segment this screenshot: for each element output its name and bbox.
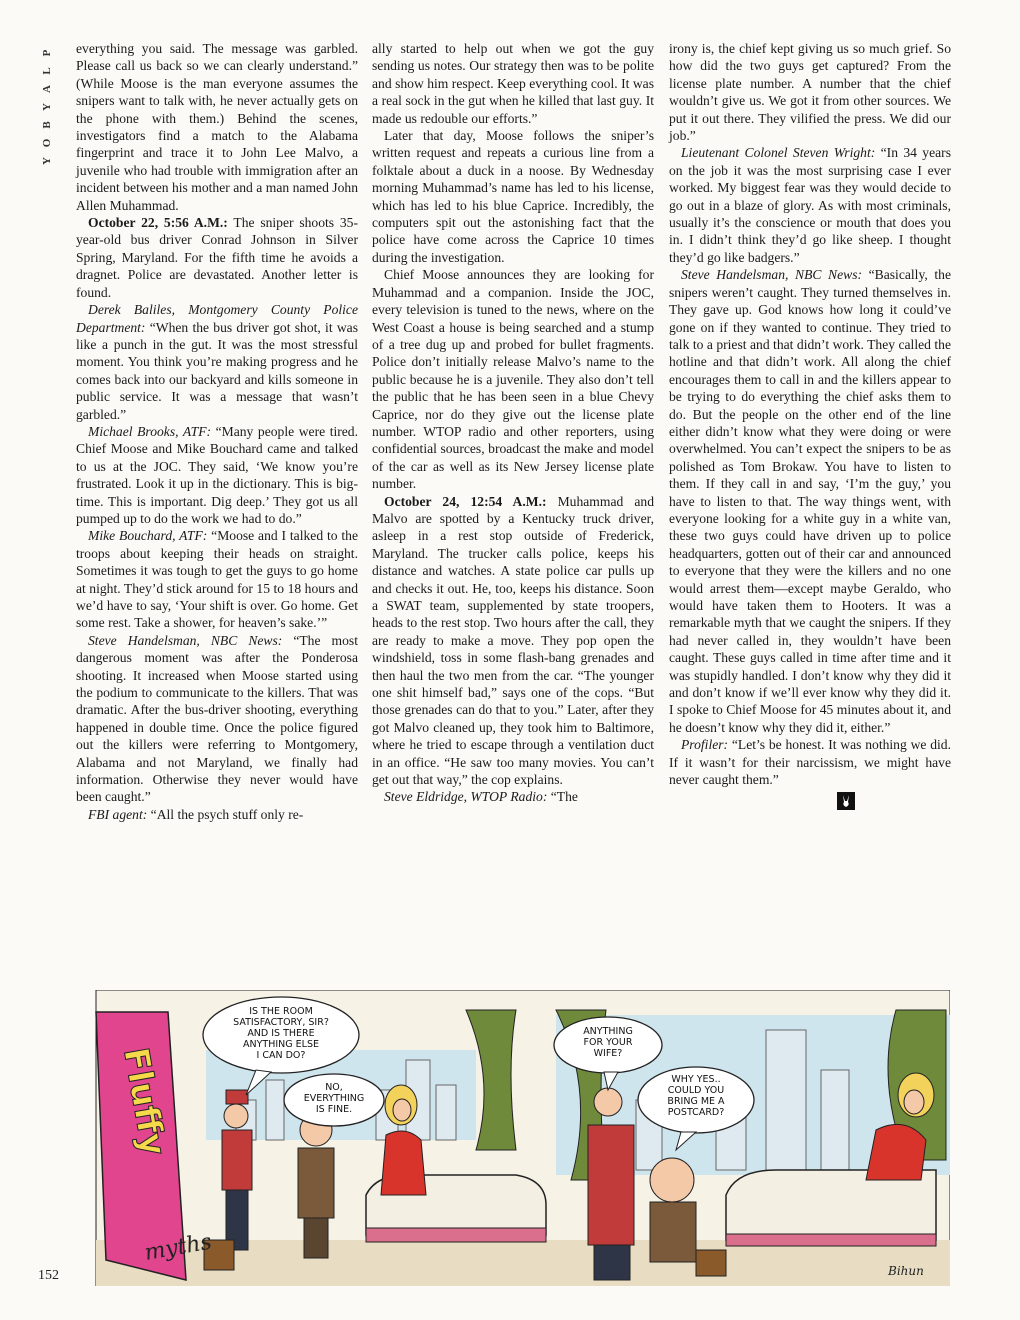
bubble-line: SATISFACTORY, SIR? — [233, 1017, 329, 1028]
page-number: 152 — [38, 1268, 59, 1283]
speaker-attribution: Steve Eldridge, WTOP Radio: — [384, 789, 548, 805]
paragraph-text: “Many people were tired. Chief Moose and Mike Bouchard came and talked to us at the JOC. They said, ‘We know you’re frustrated. Look it up in the dictionary. This is big-time. This is important. Dig deep.’ They got us all pumped up to do the work we had to do.” — [76, 423, 359, 526]
article-paragraph — [76, 214, 358, 301]
cartoon-signature: Bihun — [888, 1264, 924, 1278]
cartoon-panel — [76, 990, 950, 1286]
article-paragraph — [372, 788, 654, 805]
speech-bubble-2 — [284, 1074, 384, 1126]
vertical-logo: P L A Y B O Y — [41, 49, 53, 165]
speaker-attribution: Michael Brooks, ATF: — [88, 423, 212, 439]
speaker-attribution: Profiler: — [681, 737, 729, 753]
bubble-line: WHY YES.. — [671, 1074, 721, 1085]
paragraph-text: ally started to help out when we got the guy sending us notes. Our strategy then was to be polite and show him respect. Keep everything cool. It was a real sock in the gut when he killed that last guy. It made us redouble our efforts.” — [372, 41, 654, 126]
paragraph-text: “When the bus driver got shot, it was like a punch in the gut. It was the most stressful moment. You think you’re making progress and he comes back into our backyard and kills someone in public service. It was a message that wasn’t garbled.” — [76, 319, 358, 422]
speaker-attribution: Mike Bouchard, ATF: — [88, 528, 208, 544]
speaker-attribution: Steve Handelsman, NBC News: — [88, 632, 283, 648]
speaker-attribution: FBI agent: — [88, 806, 148, 822]
paragraph-text: “All the psych stuff only re- — [147, 806, 304, 822]
bubble-line: I CAN DO? — [256, 1050, 306, 1061]
svg-text:WHY YES..COULD YOUBRING ME APO — [667, 1074, 725, 1118]
cartoon-title-sub: myths — [142, 1229, 214, 1266]
paragraph-text: The sniper shoots 35-year-old bus driver Conrad Johnson in Silver Spring, Maryland. For the fifth time he avoids a dragnet. Police are devastated. Another letter is found. — [76, 215, 359, 300]
bubble-line: EVERYTHING — [303, 1093, 365, 1104]
article-paragraph — [76, 423, 358, 527]
article-paragraph — [372, 266, 654, 492]
paragraph-text: “In 34 years on the job it was the most surprising case I ever worked. My biggest fear was they would decide to go out in a blaze of glory. As with most criminals, usually it’s the conscience or mouth that does you in. I didn’t think they’d go like sheep. I thought they’d go like badgers.” — [669, 145, 951, 265]
article-paragraph — [76, 527, 358, 631]
end-mark-icon — [837, 792, 855, 810]
paragraph-text: Later that day, Moose follows the sniper’s written request and repeats a curious line from a folktale about a duck in a noose. By Wednesday morning Muhammad’s name has led to his license, which has led to his blue Caprice. Incredibly, the computers spit out the astonishing fact that the police have come across the Caprice 10 times during the investigation. — [372, 128, 654, 265]
bubble-line: AND IS THERE — [247, 1028, 315, 1039]
cartoon-title-main: Fluffy — [115, 1044, 174, 1159]
bubble-line: COULD YOU — [667, 1085, 725, 1096]
bubble-line: NO, — [325, 1082, 343, 1093]
article-column-2 — [372, 40, 654, 806]
paragraph-text: Chief Moose announces they are looking for Muhammad and a companion. Inside the JOC, every television is tuned to the news, where on the West Coast a house is being searched and a stump of a tree dug up and probed for bullet fragments. Police don’t initially release Malvo’s name to the public because he is a juvenile. They also don’t tell the public that he has been seen in a blue Chevy Caprice, nor do they give out the license plate number. WTOP radio and other reporters, using confidential sources, broadcast the make and model of the car as well as its New Jersey license plate number. — [372, 267, 654, 492]
paragraph-text: “The — [547, 789, 578, 805]
bubble-line: IS FINE. — [315, 1104, 353, 1115]
speaker-attribution: Lieutenant Colonel Steven Wright: — [681, 145, 876, 161]
bubble-line: WIFE? — [593, 1048, 623, 1059]
speaker-attribution: Derek Baliles, Montgomery County Police Department: — [76, 302, 358, 335]
speaker-attribution: Steve Handelsman, NBC News: — [681, 267, 863, 283]
bubble-line: FOR YOUR — [583, 1037, 633, 1048]
bubble-line: IS THE ROOM — [249, 1006, 313, 1017]
article-paragraph — [76, 40, 358, 214]
article-column-1 — [76, 40, 358, 823]
article-paragraph — [669, 266, 951, 736]
bubble-line: BRING ME A — [667, 1096, 725, 1107]
paragraph-text: irony is, the chief kept giving us so much grief. So how did the two guys get captured? From the license plate number. A number that the chief wouldn’t give us. We got it from other sources. We put it out there. They vilified the press. We did our job.” — [669, 41, 951, 144]
bubble-line: ANYTHING — [583, 1026, 633, 1037]
paragraph-text: Muhammad and Malvo are spotted by a Kentucky truck driver, asleep in a rest stop outside of Frederick, Maryland. The trucker calls police, keeps his distance and watches. A state police car pulls up and checks it out. He, too, keeps his distance. Soon a SWAT team, supplemented by state troopers, heads to the rest stop. Two hours after the call, they are ready to make a move. They pop open the windshield, toss in some flash-bang grenades and then haul the two men from the car. “The younger one shit himself bad,” says one of the cops. “But those grenades can do that to you.” Later, after they got Malvo cleaned up, they took him to Baltimore, where he tried to escape through a ventilation duct in an office. “He saw too many movies. You can’t get out that way,” the cop explains. — [372, 493, 654, 788]
article-paragraph — [76, 301, 358, 423]
article-paragraph — [669, 144, 951, 266]
bubble-line: POSTCARD? — [667, 1107, 725, 1118]
article-column-3 — [669, 40, 951, 810]
paragraph-text: “The most dangerous moment was after the Ponderosa shooting. It increased when Moose started using the podium to communicate to the killers. That was dramatic. After the bus-driver shooting, everything happened in double time. Once the police figured out the killers were referring to Montgomery, Alabama and not Maryland, we finally had information. Otherwise they never would have been caught.” — [76, 632, 358, 805]
article-paragraph — [372, 40, 654, 127]
paragraph-text: “Moose and I talked to the troops about keeping their heads on straight. Sometimes it was tough to get the guys to go home at night. They’d stick around for 15 to 18 hours and we’d have to say, ‘Your shift is over. Go home. Get some rest. Take a shower, for heaven’s sake.’” — [76, 528, 358, 631]
article-paragraph — [76, 806, 358, 823]
article-paragraph — [669, 736, 951, 788]
bubble-line: ANYTHING ELSE — [243, 1039, 319, 1050]
dateline: October 22, 5:56 A.M.: — [88, 215, 228, 231]
paragraph-text: “Basically, the snipers weren’t caught. They turned themselves in. They gave up. God knows how long it could’ve gone on if they wanted to continue. They tried to talk to a priest and that didn’t work. They called the hotline and that didn’t work. All along the chief encourages them to call in and the killers appear to be trying to do everything the chief asks them to do. But the people on the other end of the line either didn’t know what they were doing or were overwhelmed. You can’t expect the snipers to be as polished as Tom Brokaw. You have to listen to them. If they call in and say, ‘I’m the guy,’ you have to listen to that. The way things went, with everyone looking for a white guy in a white van, these two guys could have driven up to police headquarters, gotten out of their car and announced to everyone that they were the killers and no one would arrest them—except maybe Geraldo, who would have taken them to Hooters. It was a remarkable myth that we caught the snipers. If they had never called in, they wouldn’t have been caught. These guys called in time after time and it was stupidly handled. I don’t know why they did it and don’t know if we’ll ever know why they did it. I spoke to Chief Moose for 45 minutes about it, and he doesn’t know why they did it, either.” — [669, 267, 951, 735]
article-paragraph — [76, 632, 358, 806]
dateline: October 24, 12:54 A.M.: — [384, 493, 547, 509]
article-paragraph — [669, 40, 951, 144]
article-paragraph — [372, 127, 654, 266]
paragraph-text: “Let’s be honest. It was nothing we did. If it wasn’t for their narcissism, we might have never caught them.” — [669, 737, 951, 788]
paragraph-text: everything you said. The message was garbled. Please call us back so we can clearly understand.” (While Moose is the man everyone assumes the snipers want to talk with, he never actually gets on the phone with them.) Behind the scenes, investigators find a match to the Alabama fingerprint and trace it to John Lee Malvo, a juvenile who had trouble with immigration after an incident between his mother and a man named John Allen Muhammad. — [76, 41, 358, 213]
article-paragraph — [372, 493, 654, 789]
